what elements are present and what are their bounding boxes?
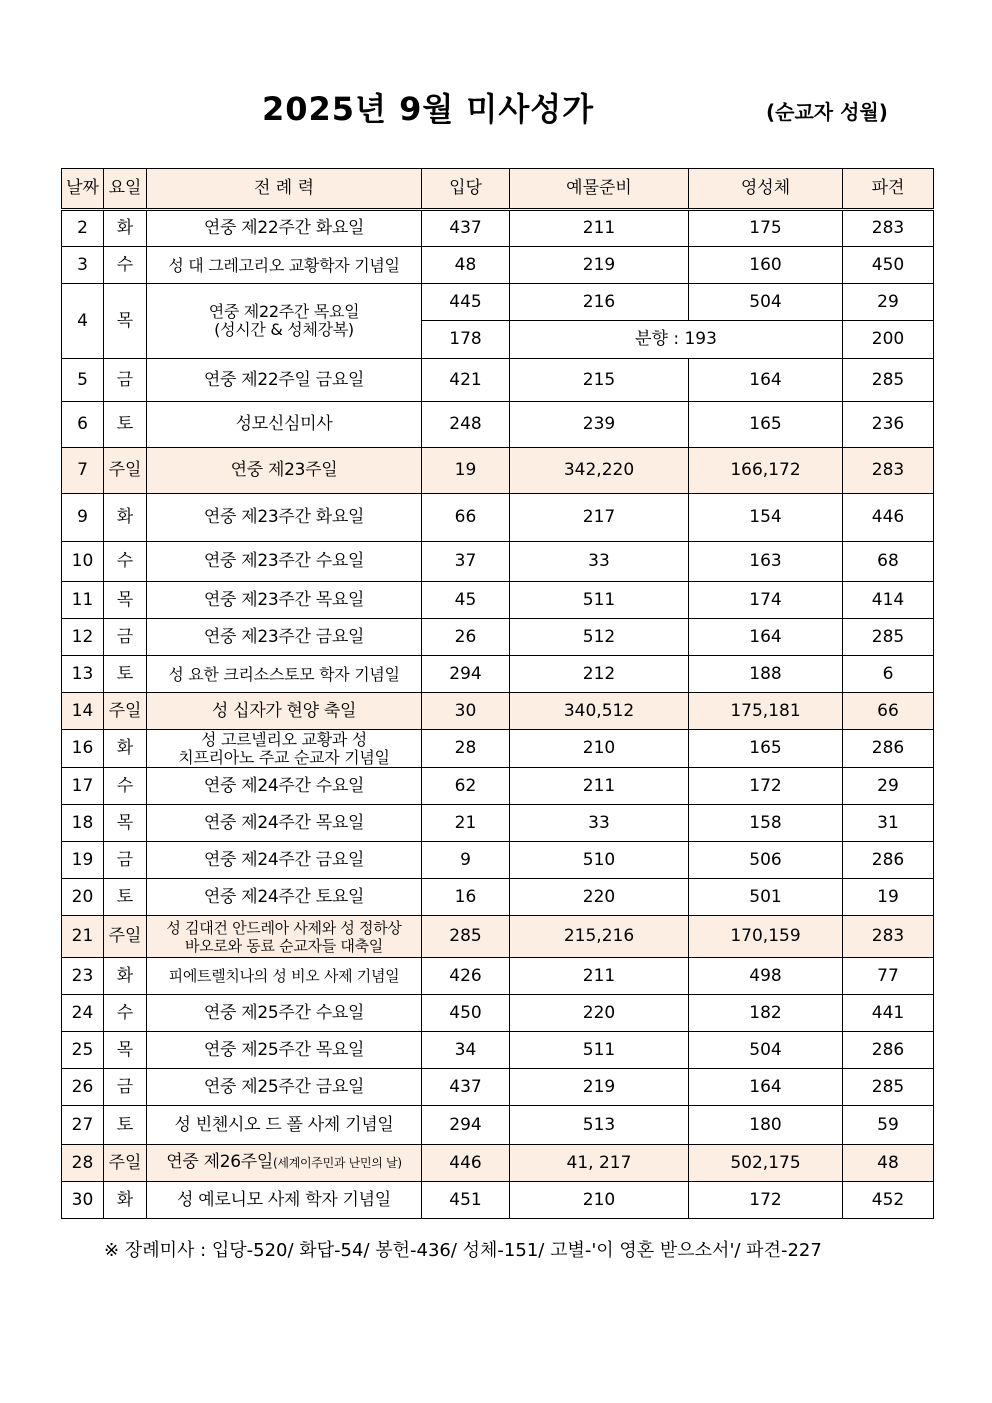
cell-offertory: 239 bbox=[510, 402, 689, 448]
cell-liturgy: 연중 제23주간 금요일 bbox=[147, 619, 422, 656]
cell-offertory: 215,216 bbox=[510, 916, 689, 958]
cell-communion: 158 bbox=[689, 805, 843, 842]
cell-liturgy: 연중 제23주간 목요일 bbox=[147, 582, 422, 619]
cell-date: 4 bbox=[62, 284, 104, 359]
cell-communion: 170,159 bbox=[689, 916, 843, 958]
table-row bbox=[62, 494, 934, 542]
cell-day: 화 bbox=[104, 210, 147, 247]
cell-dismissal: 31 bbox=[843, 805, 934, 842]
cell-communion: 174 bbox=[689, 582, 843, 619]
cell-day: 수 bbox=[104, 247, 147, 284]
table-row bbox=[62, 1032, 934, 1069]
cell-entrance: 285 bbox=[422, 916, 510, 958]
cell-entrance: 451 bbox=[422, 1182, 510, 1219]
cell-offertory: 217 bbox=[510, 494, 689, 542]
table-row bbox=[62, 247, 934, 284]
cell-date: 25 bbox=[62, 1032, 104, 1069]
liturgy-main: 연중 제26주일 bbox=[166, 1152, 274, 1172]
cell-day: 화 bbox=[104, 958, 147, 995]
cell-dismissal: 286 bbox=[843, 842, 934, 879]
cell-dismissal: 66 bbox=[843, 693, 934, 730]
cell-incense: 분향 : 193 bbox=[510, 321, 843, 359]
table-row bbox=[62, 1145, 934, 1182]
cell-communion: 498 bbox=[689, 958, 843, 995]
cell-liturgy: 연중 제24주간 목요일 bbox=[147, 805, 422, 842]
cell-dismissal: 283 bbox=[843, 916, 934, 958]
cell-day: 수 bbox=[104, 768, 147, 805]
table-row bbox=[62, 1069, 934, 1106]
cell-entrance: 30 bbox=[422, 693, 510, 730]
header-liturgy: 전 례 력 bbox=[147, 169, 422, 210]
cell-day: 주일 bbox=[104, 448, 147, 494]
header-entrance: 입당 bbox=[422, 169, 510, 210]
cell-entrance: 28 bbox=[422, 730, 510, 768]
cell-dismissal: 441 bbox=[843, 995, 934, 1032]
cell-entrance: 48 bbox=[422, 247, 510, 284]
liturgy-line-1: 성 고르넬리오 교황과 성 bbox=[201, 729, 367, 749]
cell-communion: 166,172 bbox=[689, 448, 843, 494]
cell-liturgy: 성모신심미사 bbox=[147, 402, 422, 448]
table-row bbox=[62, 619, 934, 656]
cell-day: 목 bbox=[104, 284, 147, 359]
cell-offertory: 216 bbox=[510, 284, 689, 321]
cell-date: 18 bbox=[62, 805, 104, 842]
cell-dismissal: 285 bbox=[843, 1069, 934, 1106]
cell-entrance: 248 bbox=[422, 402, 510, 448]
cell-day: 토 bbox=[104, 656, 147, 693]
cell-date: 10 bbox=[62, 542, 104, 582]
cell-dismissal-b: 200 bbox=[843, 321, 934, 359]
cell-dismissal: 59 bbox=[843, 1106, 934, 1145]
cell-date: 26 bbox=[62, 1069, 104, 1106]
table-row bbox=[62, 879, 934, 916]
page-title: 2025년 9월 미사성가 bbox=[262, 90, 595, 128]
cell-liturgy: 연중 제23주간 수요일 bbox=[147, 542, 422, 582]
cell-date: 23 bbox=[62, 958, 104, 995]
cell-entrance: 9 bbox=[422, 842, 510, 879]
cell-liturgy: 연중 제25주간 목요일 bbox=[147, 1032, 422, 1069]
cell-dismissal: 283 bbox=[843, 448, 934, 494]
cell-entrance: 421 bbox=[422, 359, 510, 402]
cell-entrance: 445 bbox=[422, 284, 510, 321]
header-offertory: 예물준비 bbox=[510, 169, 689, 210]
cell-entrance: 34 bbox=[422, 1032, 510, 1069]
cell-dismissal: 29 bbox=[843, 768, 934, 805]
cell-communion: 188 bbox=[689, 656, 843, 693]
cell-entrance: 450 bbox=[422, 995, 510, 1032]
cell-dismissal: 77 bbox=[843, 958, 934, 995]
cell-offertory: 33 bbox=[510, 542, 689, 582]
cell-dismissal: 285 bbox=[843, 359, 934, 402]
cell-date: 7 bbox=[62, 448, 104, 494]
cell-date: 13 bbox=[62, 656, 104, 693]
liturgy-line-1: 성 김대건 안드레아 사제와 성 정하상 bbox=[166, 918, 402, 937]
cell-entrance: 37 bbox=[422, 542, 510, 582]
cell-liturgy: 연중 제23주일 bbox=[147, 448, 422, 494]
table-row bbox=[62, 1106, 934, 1145]
table-row bbox=[62, 730, 934, 768]
cell-day: 금 bbox=[104, 842, 147, 879]
cell-offertory: 513 bbox=[510, 1106, 689, 1145]
table-row bbox=[62, 995, 934, 1032]
table-row bbox=[62, 582, 934, 619]
cell-communion: 504 bbox=[689, 1032, 843, 1069]
page-subtitle: (순교자 성월) bbox=[766, 100, 888, 124]
cell-liturgy: 연중 제23주간 화요일 bbox=[147, 494, 422, 542]
cell-day: 목 bbox=[104, 805, 147, 842]
cell-communion: 504 bbox=[689, 284, 843, 321]
table-row bbox=[62, 656, 934, 693]
table-row bbox=[62, 359, 934, 402]
cell-offertory: 220 bbox=[510, 995, 689, 1032]
cell-offertory: 210 bbox=[510, 730, 689, 768]
cell-date: 16 bbox=[62, 730, 104, 768]
cell-communion: 165 bbox=[689, 402, 843, 448]
cell-communion: 180 bbox=[689, 1106, 843, 1145]
cell-liturgy: 성 대 그레고리오 교황학자 기념일 bbox=[147, 247, 422, 284]
cell-communion: 172 bbox=[689, 768, 843, 805]
cell-day: 화 bbox=[104, 1182, 147, 1219]
cell-liturgy bbox=[147, 1145, 422, 1182]
cell-dismissal: 414 bbox=[843, 582, 934, 619]
cell-communion: 164 bbox=[689, 619, 843, 656]
cell-date: 9 bbox=[62, 494, 104, 542]
cell-liturgy: 연중 제25주간 수요일 bbox=[147, 995, 422, 1032]
cell-communion: 175 bbox=[689, 210, 843, 247]
cell-liturgy: 연중 제24주간 토요일 bbox=[147, 879, 422, 916]
cell-offertory: 212 bbox=[510, 656, 689, 693]
cell-day: 화 bbox=[104, 494, 147, 542]
header-day: 요일 bbox=[104, 169, 147, 210]
cell-dismissal: 450 bbox=[843, 247, 934, 284]
cell-dismissal: 68 bbox=[843, 542, 934, 582]
header-dismissal: 파견 bbox=[843, 169, 934, 210]
cell-day: 금 bbox=[104, 619, 147, 656]
cell-date: 21 bbox=[62, 916, 104, 958]
cell-offertory: 211 bbox=[510, 768, 689, 805]
cell-date: 19 bbox=[62, 842, 104, 879]
cell-offertory: 219 bbox=[510, 247, 689, 284]
cell-communion: 160 bbox=[689, 247, 843, 284]
liturgy-line-1: 연중 제22주간 목요일 bbox=[208, 302, 360, 321]
cell-date: 12 bbox=[62, 619, 104, 656]
table-row bbox=[62, 916, 934, 958]
cell-date: 28 bbox=[62, 1145, 104, 1182]
cell-liturgy: 연중 제25주간 금요일 bbox=[147, 1069, 422, 1106]
cell-liturgy: 성 요한 크리소스토모 학자 기념일 bbox=[147, 656, 422, 693]
table-row bbox=[62, 210, 934, 247]
cell-date: 2 bbox=[62, 210, 104, 247]
cell-liturgy bbox=[147, 730, 422, 768]
cell-entrance: 426 bbox=[422, 958, 510, 995]
cell-day: 토 bbox=[104, 402, 147, 448]
liturgy-note: (세계이주민과 난민의 날) bbox=[273, 1156, 402, 1170]
cell-liturgy: 성 빈첸시오 드 폴 사제 기념일 bbox=[147, 1106, 422, 1145]
cell-entrance: 16 bbox=[422, 879, 510, 916]
cell-liturgy: 연중 제24주간 금요일 bbox=[147, 842, 422, 879]
cell-communion: 164 bbox=[689, 1069, 843, 1106]
cell-date: 30 bbox=[62, 1182, 104, 1219]
cell-date: 24 bbox=[62, 995, 104, 1032]
cell-day: 주일 bbox=[104, 693, 147, 730]
cell-day: 주일 bbox=[104, 1145, 147, 1182]
cell-communion: 172 bbox=[689, 1182, 843, 1219]
cell-dismissal: 446 bbox=[843, 494, 934, 542]
cell-date: 17 bbox=[62, 768, 104, 805]
cell-day: 목 bbox=[104, 1032, 147, 1069]
cell-offertory: 340,512 bbox=[510, 693, 689, 730]
cell-offertory: 33 bbox=[510, 805, 689, 842]
cell-offertory: 41, 217 bbox=[510, 1145, 689, 1182]
cell-communion: 506 bbox=[689, 842, 843, 879]
table-row bbox=[62, 448, 934, 494]
cell-dismissal: 236 bbox=[843, 402, 934, 448]
cell-liturgy bbox=[147, 916, 422, 958]
cell-date: 11 bbox=[62, 582, 104, 619]
cell-day: 토 bbox=[104, 1106, 147, 1145]
cell-dismissal: 29 bbox=[843, 284, 934, 321]
cell-entrance: 294 bbox=[422, 1106, 510, 1145]
cell-communion: 165 bbox=[689, 730, 843, 768]
cell-dismissal: 283 bbox=[843, 210, 934, 247]
cell-offertory: 211 bbox=[510, 958, 689, 995]
cell-day: 수 bbox=[104, 542, 147, 582]
cell-dismissal: 6 bbox=[843, 656, 934, 693]
cell-entrance: 21 bbox=[422, 805, 510, 842]
cell-offertory: 510 bbox=[510, 842, 689, 879]
cell-communion: 154 bbox=[689, 494, 843, 542]
cell-liturgy: 성 십자가 현양 축일 bbox=[147, 693, 422, 730]
table-row bbox=[62, 402, 934, 448]
cell-entrance: 62 bbox=[422, 768, 510, 805]
cell-offertory: 211 bbox=[510, 210, 689, 247]
cell-entrance: 437 bbox=[422, 210, 510, 247]
cell-dismissal: 19 bbox=[843, 879, 934, 916]
cell-day: 금 bbox=[104, 1069, 147, 1106]
cell-dismissal: 452 bbox=[843, 1182, 934, 1219]
liturgy-line-2: 치프리아노 주교 순교자 기념일 bbox=[178, 747, 390, 767]
cell-offertory: 220 bbox=[510, 879, 689, 916]
header-date: 날짜 bbox=[62, 169, 104, 210]
liturgy-line-2: 바오로와 동료 순교자들 대축일 bbox=[185, 936, 383, 955]
cell-offertory: 342,220 bbox=[510, 448, 689, 494]
cell-entrance: 437 bbox=[422, 1069, 510, 1106]
table-row bbox=[62, 284, 934, 321]
cell-offertory: 511 bbox=[510, 582, 689, 619]
cell-liturgy: 연중 제24주간 수요일 bbox=[147, 768, 422, 805]
cell-day: 목 bbox=[104, 582, 147, 619]
cell-entrance: 66 bbox=[422, 494, 510, 542]
cell-date: 5 bbox=[62, 359, 104, 402]
cell-entrance: 45 bbox=[422, 582, 510, 619]
hymn-table bbox=[61, 168, 934, 1219]
cell-communion: 501 bbox=[689, 879, 843, 916]
table-row bbox=[62, 542, 934, 582]
cell-dismissal: 48 bbox=[843, 1145, 934, 1182]
table-row bbox=[62, 842, 934, 879]
table-row bbox=[62, 768, 934, 805]
cell-dismissal: 286 bbox=[843, 1032, 934, 1069]
cell-day: 금 bbox=[104, 359, 147, 402]
table-row bbox=[62, 693, 934, 730]
cell-offertory: 215 bbox=[510, 359, 689, 402]
footnote: ※ 장례미사 : 입당-520/ 화답-54/ 봉헌-436/ 성체-151/ 고별-'이 영혼 받으소서'/ 파견-227 bbox=[104, 1240, 822, 1261]
table-row bbox=[62, 958, 934, 995]
cell-date: 6 bbox=[62, 402, 104, 448]
cell-entrance: 446 bbox=[422, 1145, 510, 1182]
cell-liturgy bbox=[147, 284, 422, 359]
cell-offertory: 210 bbox=[510, 1182, 689, 1219]
cell-liturgy: 성 예로니모 사제 학자 기념일 bbox=[147, 1182, 422, 1219]
cell-date: 27 bbox=[62, 1106, 104, 1145]
cell-communion: 163 bbox=[689, 542, 843, 582]
cell-dismissal: 285 bbox=[843, 619, 934, 656]
cell-offertory: 511 bbox=[510, 1032, 689, 1069]
cell-liturgy: 피에트렐치나의 성 비오 사제 기념일 bbox=[147, 958, 422, 995]
cell-liturgy: 연중 제22주간 화요일 bbox=[147, 210, 422, 247]
header-row bbox=[62, 169, 934, 210]
cell-date: 14 bbox=[62, 693, 104, 730]
cell-dismissal: 286 bbox=[843, 730, 934, 768]
table-row bbox=[62, 1182, 934, 1219]
cell-day: 토 bbox=[104, 879, 147, 916]
cell-offertory: 219 bbox=[510, 1069, 689, 1106]
cell-communion: 175,181 bbox=[689, 693, 843, 730]
cell-communion: 182 bbox=[689, 995, 843, 1032]
cell-entrance: 294 bbox=[422, 656, 510, 693]
cell-date: 20 bbox=[62, 879, 104, 916]
table-row bbox=[62, 805, 934, 842]
cell-date: 3 bbox=[62, 247, 104, 284]
cell-entrance-b: 178 bbox=[422, 321, 510, 359]
cell-day: 주일 bbox=[104, 916, 147, 958]
cell-communion: 502,175 bbox=[689, 1145, 843, 1182]
cell-day: 수 bbox=[104, 995, 147, 1032]
header-communion: 영성체 bbox=[689, 169, 843, 210]
cell-offertory: 512 bbox=[510, 619, 689, 656]
cell-entrance: 19 bbox=[422, 448, 510, 494]
cell-communion: 164 bbox=[689, 359, 843, 402]
cell-liturgy: 연중 제22주일 금요일 bbox=[147, 359, 422, 402]
cell-day: 화 bbox=[104, 730, 147, 768]
liturgy-line-2: (성시간 & 성체강복) bbox=[214, 320, 354, 339]
cell-entrance: 26 bbox=[422, 619, 510, 656]
